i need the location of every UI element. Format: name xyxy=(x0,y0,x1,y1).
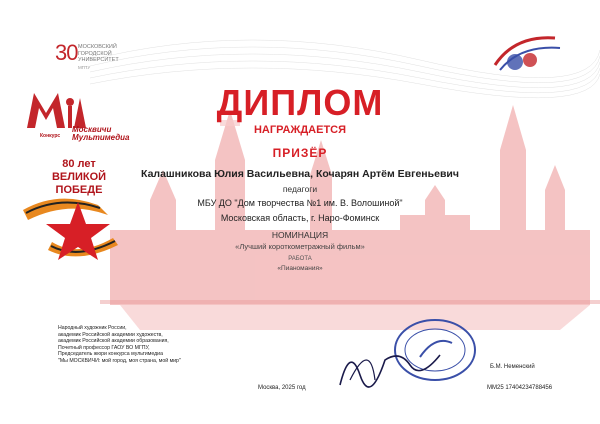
signer-credentials: Народный художник России, академик Российской академии художеств, академик Российской академии образования, Почетный профессор ГАОУ ВО МГПУ, Председатель жюри конкурса мультимедиа "Мы МОСКВИЧИ: мой город, моя страна, мой мир" xyxy=(58,325,181,364)
recipient-names: Калашникова Юлия Васильевна, Кочарян Артём Евгеньевич xyxy=(141,168,459,180)
victory-anniversary-label: 80 лет ВЕЛИКОЙ ПОБЕДЕ xyxy=(51,158,107,196)
contest-title: Москвичи Мультимедиа xyxy=(72,125,130,142)
signer-name: Б.М. Неменский xyxy=(490,364,535,370)
work-value: «Пианомания» xyxy=(277,265,323,272)
diploma-code: ММ25 17404234788456 xyxy=(487,385,553,391)
contest-prefix: Конкурс xyxy=(40,133,61,139)
prize-label: ПРИЗЁР xyxy=(272,146,328,160)
diploma-title: ДИПЛОМ xyxy=(216,82,384,123)
organization-location: Московская область, г. Наро-Фоминск xyxy=(220,213,380,223)
handwritten-signature-icon xyxy=(330,335,450,395)
work-label: РАБОТА xyxy=(288,256,312,262)
mgpu-abbr: МГПУ xyxy=(78,65,91,70)
nomination-label: НОМИНАЦИЯ xyxy=(271,230,329,240)
place-and-date: Москва, 2025 год xyxy=(258,385,306,391)
nomination-value: «Лучший короткометражный фильм» xyxy=(235,242,365,251)
ipko-logo-icon xyxy=(485,30,565,80)
awarded-label: НАГРАЖДАЕТСЯ xyxy=(253,124,347,136)
mgpu-anniversary-logo: 30 xyxy=(55,40,78,65)
organization-name: МБУ ДО "Дом творчества №1 им. В. Волошиной" xyxy=(197,198,403,208)
red-star-ribbon-icon xyxy=(18,190,128,270)
mgpu-name: МОСКОВСКИЙ ГОРОДСКОЙ УНИВЕРСИТЕТ xyxy=(78,44,119,63)
recipient-role: педагоги xyxy=(282,184,318,194)
